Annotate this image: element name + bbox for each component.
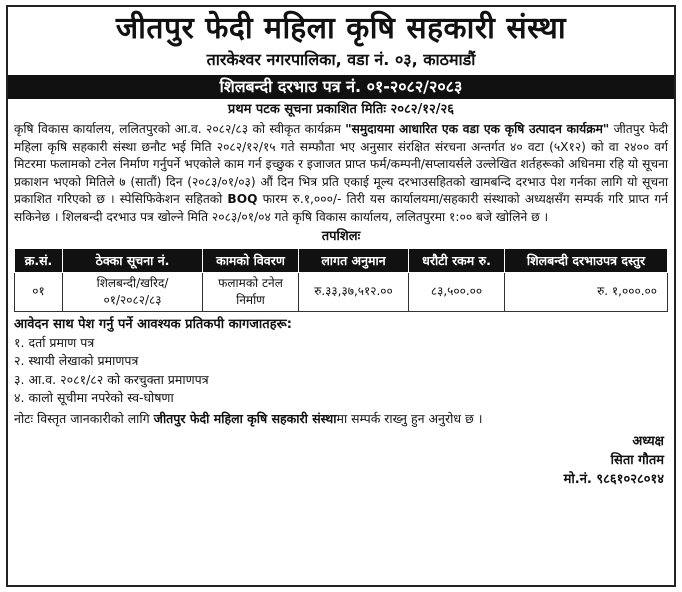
notice-body [14,121,668,227]
list-item: २. स्थायी लेखाको प्रमाणपत्र [14,353,139,369]
col-header-work-description: कामको विवरण [203,248,299,272]
boq-label: BOQ [227,192,258,207]
note-suffix: मा सम्पर्क राख्नु हुन अनुरोध छ । [336,410,483,426]
list-item: ४. कालो सूचीमा नपरेको स्व-घोषणा [14,390,174,406]
notice-title-bar: शिलबन्दी दरभाउ पत्र नं. ०१-२०८२/२०८३ [8,75,674,99]
work-description-line-2: निर्माण [236,292,265,307]
required-documents-list [14,334,668,408]
table-row [15,272,668,311]
cell-cost-estimate: रु.३३,३७,५१२.०० [299,272,409,311]
col-header-cost-estimate: लागत अनुमान [299,248,409,272]
list-item: १. दर्ता प्रमाण पत्र [14,334,95,350]
col-header-contract-no: ठेक्का सूचना नं. [63,248,203,272]
note-organization: जीतपुर फेदी महिला कृषि सहकारी संस्था [153,410,337,426]
signatory-role: अध्यक्ष [632,433,664,449]
table-header-row [15,248,668,272]
signatory-mobile: मो.नं. ९८६१०२८०१४ [563,471,664,487]
note-prefix: नोटः विस्तृत जानकारीको लागि [14,410,154,426]
first-publication-date: प्रथम पटक सूचना प्रकाशित मितिः २०८२/१२/२६ [227,102,455,117]
organization-address: तारकेश्वर नगरपालिका, वडा नं. ०३, काठमाडौं [206,50,476,69]
program-name: "समुदायमा आधारित एक वडा एक कृषि उत्पादन कार्यक्रम" [345,122,610,136]
details-heading: तपशिलः [321,228,361,244]
signatory-name: सिता गौतम [610,452,664,468]
tender-table [14,248,668,312]
signature-block [14,432,668,489]
cell-sn: ०१ [15,272,63,311]
cell-deposit: ८३,५००.०० [409,272,505,311]
organization-name: जीतपुर फेदी महिला कृषि सहकारी संस्था [115,11,567,46]
cell-contract-no [63,272,203,311]
col-header-tender-fee: शिलबन्दी दरभाउपत्र दस्तुर [505,248,668,272]
contract-no-line-1: शिलबन्दी/खरिद/ [96,275,169,290]
col-header-sn: क्र.सं. [15,248,63,272]
list-item: ३. आ.व. २०८१/८२ को करचुक्ता प्रमाणपत्र [14,371,209,387]
notice-frame [6,5,676,587]
cell-tender-fee: रु. १,०००.०० [505,272,668,311]
col-header-deposit: धरौटी रकम रु. [409,248,505,272]
cell-work-description [203,272,299,311]
body-text-part-1: कृषि विकास कार्यालय, ललितपुरको आ.व. २०८२/८३ को स्वीकृत कार्यक्रम [14,122,346,136]
work-description-line-1: फलामको टनेल [218,275,283,290]
body-text-part-2: जीतपुर फेदी महिला कृषि सहकारी संस्था छनौट भई मिति २०८२/१२/१५ गते सम्फौता भए अनुसार संरक्षित संरचना अन्तर्गत ४० वटा (५X१२) को वा २४०० वर्ग मिटरमा फलामको टनेल निर्माण गर्नुपर्ने भएकोले काम गर्न इच्छुक र इजाजत प्राप्त फर्म/कम्पनी/सप्लायर्सले उल्लेखित शर्तहरूको अधिनमा रहि यो सूचना प्रकाशन भएको मितिले ७ (सातौं) दिन (२०८३/०१/०३) औं दिन भित्र प्रति एकाई मूल्य दरभाउसहितको खामबन्दि दरभाउ पेश गर्नका लागि यो सूचना प्रकाशित गरिएको छ । स्पेसिफिकेशन सहितको [14,122,668,207]
contact-note [14,409,668,428]
body-text-part-3: फारम रु.१,०००/- तिरी यस कार्यालयमा/सहकारी संस्थाको अध्यक्षसँग सम्पर्क गरि प्राप्त गर्न सकिनेछ । शिलबन्दी दरभाउ पत्र खोल्ने मिति २०८३/०१/०४ गते कृषि विकास कार्यालय, ललितपुरमा १:०० बजे खोलिने छ । [14,192,668,224]
required-documents-heading: आवेदन साथ पेश गर्नु पर्ने आवश्यक प्रतिकपी कागजातहरू: [14,316,292,332]
contract-no-line-2: ०१/२०८२/८३ [103,292,162,307]
